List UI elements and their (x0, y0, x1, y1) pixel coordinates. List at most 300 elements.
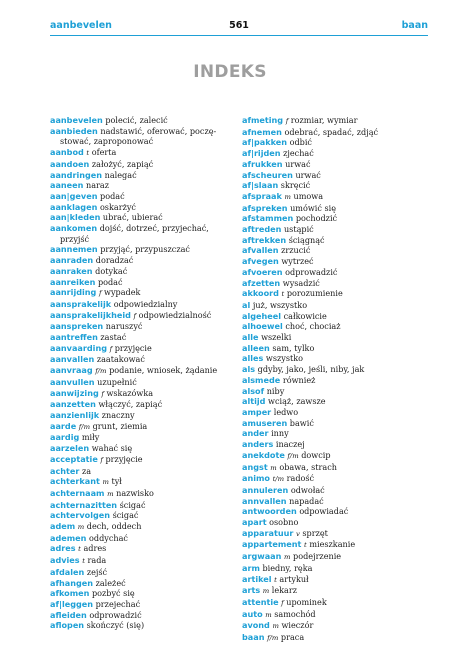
entry-headword: alhoewel (242, 321, 283, 332)
index-entry (242, 506, 432, 517)
entry-translation: lekarz (271, 585, 297, 596)
entry-headword: apparatuur (242, 527, 294, 538)
entry-translation: umówić się (290, 202, 336, 213)
entry-translation: wszystko (265, 353, 304, 364)
entry-headword: aanvraag (50, 365, 93, 376)
entry-grammar: f (109, 344, 113, 353)
index-entry (50, 533, 240, 544)
entry-headword: aftrekken (242, 234, 287, 245)
index-entry (242, 203, 432, 214)
entry-translation: wytrzeć (281, 256, 314, 267)
entry-headword: aanreiken (50, 276, 96, 287)
entry-translation: grunt, ziemia (92, 420, 148, 431)
entry-translation: ściągnąć (288, 234, 325, 245)
entry-translation: wszelki (261, 332, 292, 343)
index-entry (50, 159, 240, 170)
entry-translation: wskazówka (106, 387, 154, 398)
entry-headword: avond (242, 620, 270, 631)
entry-translation: radość (286, 473, 315, 484)
entry-translation: gdyby, jako, jeśli, niby, jak (257, 364, 365, 375)
entry-headword: afrukken (242, 158, 283, 169)
index-entry (50, 567, 240, 578)
entry-headword: adem (50, 521, 76, 532)
entry-translation: naruszyć (105, 321, 143, 332)
entry-headword: alles (242, 353, 264, 364)
entry-headword: annvallen (242, 495, 287, 506)
index-entry (242, 439, 432, 450)
entry-headword: aanvallen (50, 354, 95, 365)
index-entry (50, 202, 240, 213)
entry-headword: aardig (50, 432, 80, 443)
entry-translation: obawa, strach (279, 461, 337, 472)
entry-headword: afvoeren (242, 266, 283, 277)
index-entry (50, 287, 240, 299)
entry-headword: ander (242, 428, 269, 439)
entry-headword: aanraken (50, 265, 93, 276)
entry-headword: aanbieden (50, 125, 98, 136)
index-entry (50, 332, 240, 343)
entry-headword: arm (242, 562, 260, 573)
index-entry (50, 147, 240, 159)
entry-headword: aankomen (50, 223, 98, 234)
entry-translation: polecić, zalecić (105, 115, 168, 125)
entry-translation: włączyć, zapiąć (98, 399, 163, 410)
entry-translation: zależeć (95, 577, 126, 588)
index-entry (50, 521, 240, 533)
index-entry (50, 212, 240, 223)
index-entry (50, 555, 240, 567)
entry-headword: annuleren (242, 484, 289, 495)
index-entry (242, 267, 432, 278)
entry-headword: af|rijden (242, 148, 281, 159)
index-entry (242, 213, 432, 224)
entry-translation: już, wszystko (252, 299, 308, 310)
entry-headword: af|pakken (242, 137, 287, 148)
entry-grammar: f (101, 389, 104, 398)
entry-headword: aaneen (50, 180, 84, 191)
index-entry (242, 551, 432, 563)
entry-grammar: m (77, 523, 85, 532)
entry-headword: aftreden (242, 224, 282, 235)
entry-headword: aanklagen (50, 201, 98, 212)
index-entry (242, 528, 432, 540)
index-entry (50, 266, 240, 277)
index-entry (242, 288, 432, 300)
entry-grammar: f/m (287, 451, 299, 460)
index-entry (242, 428, 432, 439)
entry-translation: przyjęcie (114, 342, 152, 353)
entry-headword: arts (242, 585, 261, 596)
index-entry (242, 235, 432, 246)
entry-translation: uzupełnić (97, 376, 137, 387)
entry-headword: al (242, 299, 251, 310)
index-entry (50, 410, 240, 421)
index-entry (50, 443, 240, 454)
index-entry (50, 244, 240, 255)
index-entry (242, 353, 432, 364)
entry-translation: oskarżyć (99, 201, 136, 212)
index-entry (242, 539, 432, 551)
index-entry (242, 473, 432, 485)
entry-headword: afmeting (242, 115, 284, 125)
index-entry (242, 620, 432, 632)
entry-grammar: m (102, 478, 109, 487)
entry-headword: aantreffen (50, 332, 98, 343)
entry-headword: aansprakelijkheid (50, 309, 131, 320)
entry-headword: afdalen (50, 566, 85, 577)
index-column-right (242, 115, 432, 644)
entry-headword: af|slaan (242, 180, 279, 191)
entry-headword: altijd (242, 396, 266, 407)
entry-headword: afleiden (50, 609, 87, 620)
entry-translation: skończyć (się) (86, 620, 145, 631)
entry-translation: zastać (100, 332, 127, 343)
entry-translation: rozmiar, wymiar (290, 115, 358, 125)
index-entry (242, 148, 432, 159)
entry-translation: naraz (86, 180, 110, 191)
entry-translation: ścigać (119, 499, 146, 510)
index-entry (50, 277, 240, 288)
entry-translation: odpowiedzialny (113, 298, 178, 309)
entry-translation: inaczej (275, 439, 305, 450)
entry-translation: bawić (289, 417, 314, 428)
entry-headword: aanbod (50, 147, 84, 158)
entry-headword: afnemen (242, 126, 282, 137)
running-head-last-entry: baan (401, 20, 428, 31)
entry-grammar: t (304, 541, 307, 550)
entry-grammar: f (98, 289, 102, 298)
entry-headword: adres (50, 543, 76, 554)
entry-translation: nalegać (104, 169, 137, 180)
index-entry (242, 632, 432, 644)
entry-grammar: t/m (272, 475, 285, 484)
index-entry (242, 332, 432, 343)
entry-grammar: t (86, 149, 90, 158)
index-entry (50, 223, 240, 244)
entry-headword: aansprakelijk (50, 298, 112, 309)
entry-translation: ubrać, ubierać (102, 212, 163, 223)
entry-translation: wahać się (91, 443, 133, 454)
index-entry (242, 191, 432, 203)
index-entry (242, 343, 432, 354)
entry-translation: tył (111, 476, 122, 487)
entry-grammar: t (281, 290, 285, 299)
entry-grammar: m (107, 489, 114, 498)
entry-translation: niby (266, 385, 285, 396)
entry-translation: doradzać (95, 255, 134, 266)
index-entry (242, 450, 432, 462)
entry-headword: aanraden (50, 255, 94, 266)
index-entry (242, 115, 432, 127)
entry-headword: antwoorden (242, 506, 297, 517)
entry-grammar: m (262, 587, 270, 596)
entry-headword: aannemen (50, 244, 98, 255)
index-entry (242, 609, 432, 621)
entry-headword: alsof (242, 385, 265, 396)
entry-translation: inny (271, 428, 289, 439)
entry-headword: advies (50, 555, 80, 566)
index-entry (242, 407, 432, 418)
entry-translation: ledwo (273, 406, 299, 417)
index-entry (50, 299, 240, 310)
index-entry (242, 585, 432, 597)
entry-grammar: f/m (95, 367, 107, 376)
entry-translation: odbić (289, 137, 312, 148)
entry-headword: alleen (242, 342, 270, 353)
entry-headword: afspraak (242, 190, 282, 201)
entry-translation: adres (83, 543, 107, 554)
entry-headword: artikel (242, 573, 272, 584)
index-entry (242, 364, 432, 375)
entry-translation: założyć, zapiąć (91, 158, 154, 169)
header-rule (50, 35, 428, 36)
entry-headword: achternazitten (50, 499, 118, 510)
index-entry (50, 488, 240, 500)
entry-translation: mieszkanie (309, 539, 356, 550)
entry-headword: alle (242, 332, 259, 343)
entry-translation: nazwisko (116, 487, 154, 498)
index-entry (242, 418, 432, 429)
entry-headword: apart (242, 517, 267, 528)
entry-headword: attentie (242, 596, 279, 607)
index-entry (242, 485, 432, 496)
index-entry (50, 432, 240, 443)
entry-translation: również (282, 374, 316, 385)
index-entry (242, 574, 432, 586)
entry-translation: odpowiedzialność (138, 309, 212, 320)
index-entry (50, 180, 240, 191)
index-entry (50, 578, 240, 589)
entry-headword: als (242, 364, 256, 375)
index-entry (242, 517, 432, 528)
entry-headword: af|leggen (50, 598, 94, 609)
index-entry (50, 510, 240, 521)
entry-translation: umowa (293, 190, 324, 201)
entry-headword: aanvullen (50, 376, 95, 387)
entry-translation: pozbyć się (91, 588, 135, 599)
entry-grammar: f/m (267, 634, 279, 643)
entry-headword: angst (242, 461, 268, 472)
entry-grammar: m (272, 622, 279, 631)
index-entry (50, 354, 240, 365)
entry-headword: aanwijzing (50, 387, 99, 398)
entry-grammar: f (133, 311, 137, 320)
entry-headword: aandringen (50, 169, 103, 180)
entry-headword: auto (242, 608, 263, 619)
index-entry (50, 588, 240, 599)
index-entry (50, 599, 240, 610)
entry-translation: dech, oddech (86, 521, 142, 532)
index-entry (50, 365, 240, 377)
entry-headword: achtervolgen (50, 510, 111, 521)
entry-translation: skręcić (280, 180, 311, 191)
entry-headword: aarde (50, 420, 77, 431)
entry-translation: podanie, wniosek, żądanie (109, 365, 218, 376)
index-entry (242, 224, 432, 235)
index-entry (242, 597, 432, 609)
index-entry (242, 396, 432, 407)
entry-headword: afvegen (242, 256, 279, 267)
entry-translation: zaatakować (96, 354, 145, 365)
entry-translation: dotykać (95, 265, 128, 276)
page-number: 561 (229, 20, 249, 31)
index-entry (50, 543, 240, 555)
page-title: INDEKS (193, 62, 267, 82)
index-entry (242, 170, 432, 181)
entry-translation: oferta (91, 147, 117, 158)
entry-grammar: f (285, 117, 289, 125)
entry-translation: zejść (86, 566, 108, 577)
entry-translation: odpowiadać (299, 506, 349, 517)
index-entry (50, 454, 240, 466)
index-entry (50, 377, 240, 388)
entry-grammar: f (100, 455, 103, 464)
entry-grammar: v (295, 529, 300, 538)
entry-headword: akkoord (242, 288, 279, 299)
index-entry (50, 500, 240, 511)
entry-translation: podać (100, 190, 125, 201)
entry-translation: biedny, ręka (262, 562, 313, 573)
index-entry (50, 466, 240, 477)
entry-headword: afspreken (242, 202, 288, 213)
entry-headword: acceptatie (50, 453, 98, 464)
entry-translation: wieczór (281, 620, 314, 631)
entry-headword: afscheuren (242, 169, 293, 180)
entry-translation: całkowicie (283, 310, 327, 321)
entry-headword: aarzelen (50, 443, 90, 454)
entry-grammar: f (281, 598, 284, 607)
index-entry (50, 115, 240, 126)
entry-translation: ustąpić (283, 224, 314, 235)
index-entry (50, 170, 240, 181)
index-entry (50, 191, 240, 202)
entry-headword: amper (242, 406, 272, 417)
index-entry (242, 300, 432, 311)
index-entry (50, 399, 240, 410)
entry-grammar: m (284, 553, 291, 562)
entry-headword: afkomen (50, 588, 90, 599)
entry-headword: alsmede (242, 374, 281, 385)
index-entry (242, 245, 432, 256)
entry-grammar: t (78, 545, 81, 554)
entry-headword: argwaan (242, 551, 282, 562)
entry-headword: aan|geven (50, 190, 98, 201)
entry-translation: podejrzenie (293, 551, 342, 562)
entry-headword: aan|kleden (50, 212, 101, 223)
entry-translation: ścigać (112, 510, 139, 521)
index-entry (242, 386, 432, 397)
entry-headword: aanzetten (50, 399, 96, 410)
entry-headword: afstammen (242, 213, 294, 224)
entry-headword: ademen (50, 532, 87, 543)
entry-translation: znaczny (101, 409, 135, 420)
entry-headword: amuseren (242, 417, 288, 428)
index-entry (50, 310, 240, 322)
entry-translation: napadać (289, 495, 324, 506)
entry-headword: afvallen (242, 245, 279, 256)
index-entry (50, 343, 240, 355)
index-column-left (50, 115, 240, 631)
entry-translation: samochód (274, 608, 316, 619)
entry-translation: odprowadzić (285, 266, 338, 277)
entry-translation: zrzucić (281, 245, 311, 256)
entry-translation: zjechać (283, 148, 314, 159)
entry-headword: baan (242, 632, 265, 643)
entry-translation: odprowadzić (89, 609, 142, 620)
entry-headword: appartement (242, 539, 302, 550)
entry-headword: animo (242, 473, 270, 484)
entry-headword: aanbevelen (50, 115, 103, 125)
entry-translation: porozumienie (286, 288, 343, 299)
entry-translation: upominek (286, 596, 327, 607)
entry-translation: odebrać, spadać, zdjąć (284, 126, 379, 137)
index-entry (50, 610, 240, 621)
entry-translation: sam, tylko (272, 342, 315, 353)
entry-translation: wypadek (104, 287, 141, 298)
index-entry (242, 278, 432, 289)
entry-headword: aanrijding (50, 287, 97, 298)
entry-headword: aanzienlijk (50, 409, 100, 420)
index-entry (242, 159, 432, 170)
entry-translation: podać (97, 276, 123, 287)
entry-translation: sprzęt (302, 527, 328, 538)
entry-headword: afzetten (242, 277, 281, 288)
index-entry (242, 127, 432, 138)
entry-translation: przyjęcie (105, 453, 143, 464)
page-header (50, 20, 428, 36)
entry-translation: osobno (269, 517, 299, 528)
entry-headword: algeheel (242, 310, 282, 321)
entry-grammar: m (270, 463, 277, 472)
index-entry (242, 180, 432, 191)
entry-headword: achterkant (50, 476, 100, 487)
entry-headword: aflopen (50, 620, 85, 631)
entry-headword: achter (50, 465, 80, 476)
index-entry (50, 620, 240, 631)
index-entry (242, 137, 432, 148)
entry-headword: anders (242, 439, 274, 450)
entry-headword: aanvaarding (50, 342, 108, 353)
entry-grammar: f/m (78, 422, 91, 431)
entry-translation: oddychać (89, 532, 128, 543)
entry-headword: aanspreken (50, 321, 104, 332)
entry-translation: przejechać (95, 598, 141, 609)
entry-translation: przyjąć, przypuszczać (100, 244, 190, 255)
entry-grammar: t (82, 557, 85, 566)
entry-translation: nadstawić, oferować, poczę-stować, zaproponować (60, 125, 217, 147)
index-entry (50, 126, 240, 147)
entry-headword: aandoen (50, 158, 90, 169)
entry-translation: miły (81, 432, 100, 443)
index-entry (50, 255, 240, 266)
entry-translation: artykuł (279, 573, 309, 584)
index-entry (242, 321, 432, 332)
entry-translation: urwać (285, 158, 311, 169)
entry-grammar: t (274, 575, 277, 584)
entry-translation: urwać (295, 169, 321, 180)
entry-translation: odwołać (290, 484, 325, 495)
entry-headword: afhangen (50, 577, 94, 588)
running-head-first-entry: aanbevelen (50, 20, 112, 31)
entry-headword: anekdote (242, 449, 285, 460)
entry-translation: dowcip (301, 449, 331, 460)
index-entry (242, 462, 432, 474)
entry-translation: za (81, 465, 92, 476)
index-entry (242, 256, 432, 267)
index-entry (242, 496, 432, 507)
entry-translation: rada (87, 555, 107, 566)
entry-translation: praca (280, 632, 305, 643)
